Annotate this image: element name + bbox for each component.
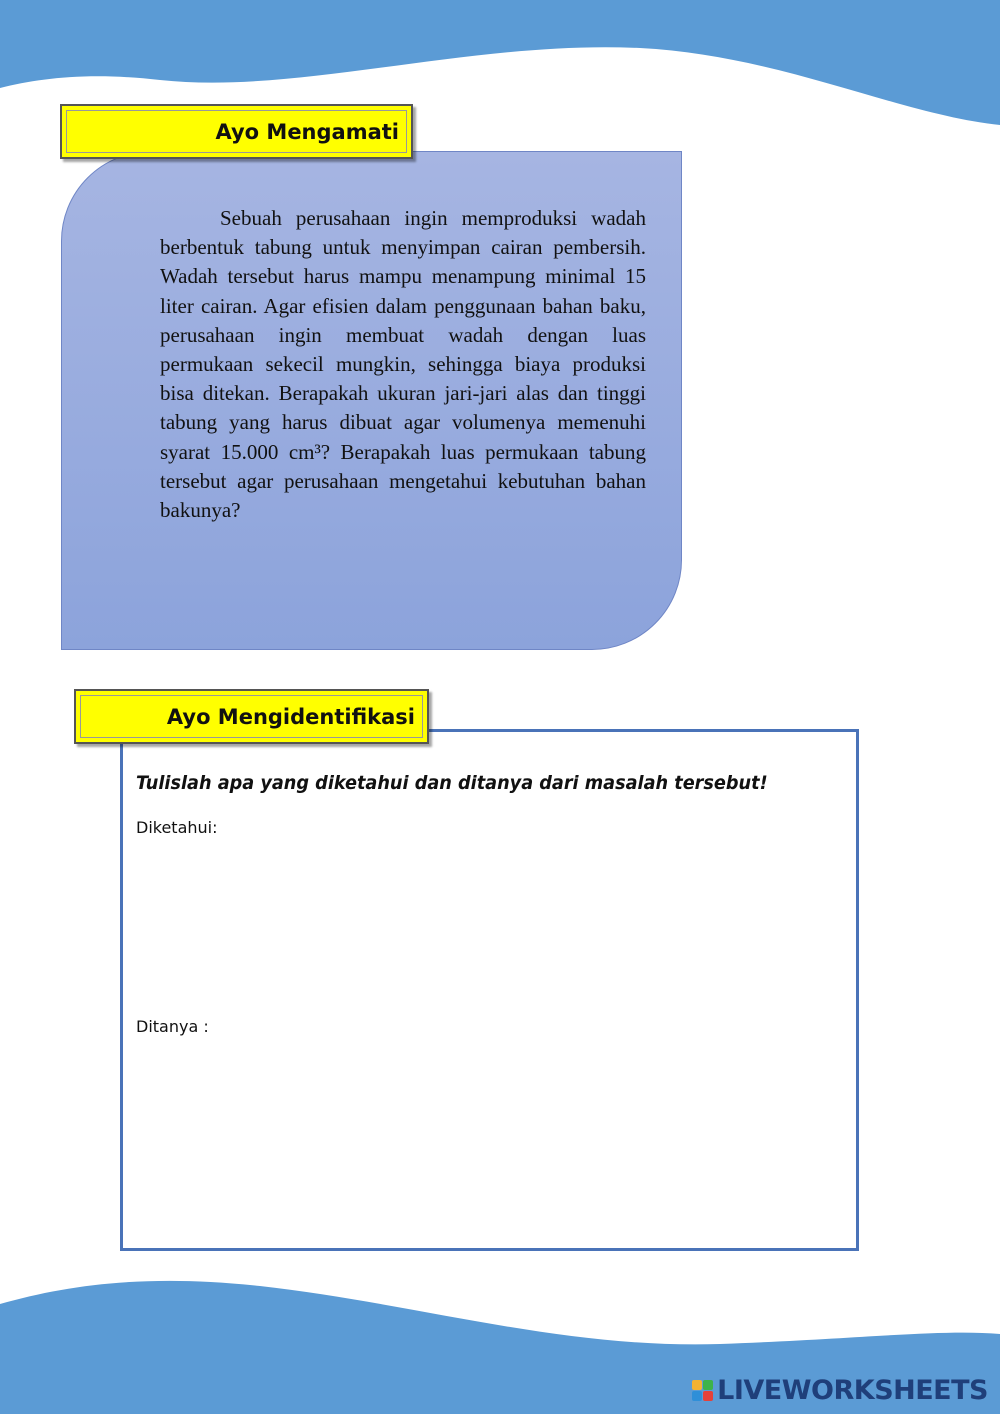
known-label: Diketahui: xyxy=(136,818,218,837)
section-label-observe-text: Ayo Mengamati xyxy=(215,119,399,144)
identify-panel xyxy=(120,729,859,1251)
section-label-observe xyxy=(60,104,413,159)
observe-problem-text: Sebuah perusahaan ingin memproduksi wadah berbentuk tabung untuk menyimpan cairan pembersih. Wadah tersebut harus mampu menampung minimal 15 liter cairan. Agar efisien dalam penggunaan bahan baku, perusahaan ingin membuat wadah dengan luas permukaan sekecil mungkin, sehingga biaya produksi bisa ditekan. Berapakah ukuran jari-jari alas dan tinggi tabung yang harus dibuat agar volumenya memenuhi syarat 15.000 cm³? Berapakah luas permukaan tabung tersebut agar perusahaan mengetahui kebutuhan bahan bakunya? xyxy=(160,206,646,523)
brand-footer xyxy=(692,1375,988,1406)
section-label-identify-text: Ayo Mengidentifikasi xyxy=(166,704,415,729)
brand-name: LIVEWORKSHEETS xyxy=(717,1375,988,1406)
asked-label: Ditanya : xyxy=(136,1017,209,1036)
observe-panel xyxy=(61,151,682,650)
liveworksheets-logo-icon xyxy=(692,1380,713,1401)
identify-instruction: Tulislah apa yang diketahui dan ditanya dari masalah tersebut! xyxy=(136,772,768,794)
section-label-identify xyxy=(74,689,429,744)
